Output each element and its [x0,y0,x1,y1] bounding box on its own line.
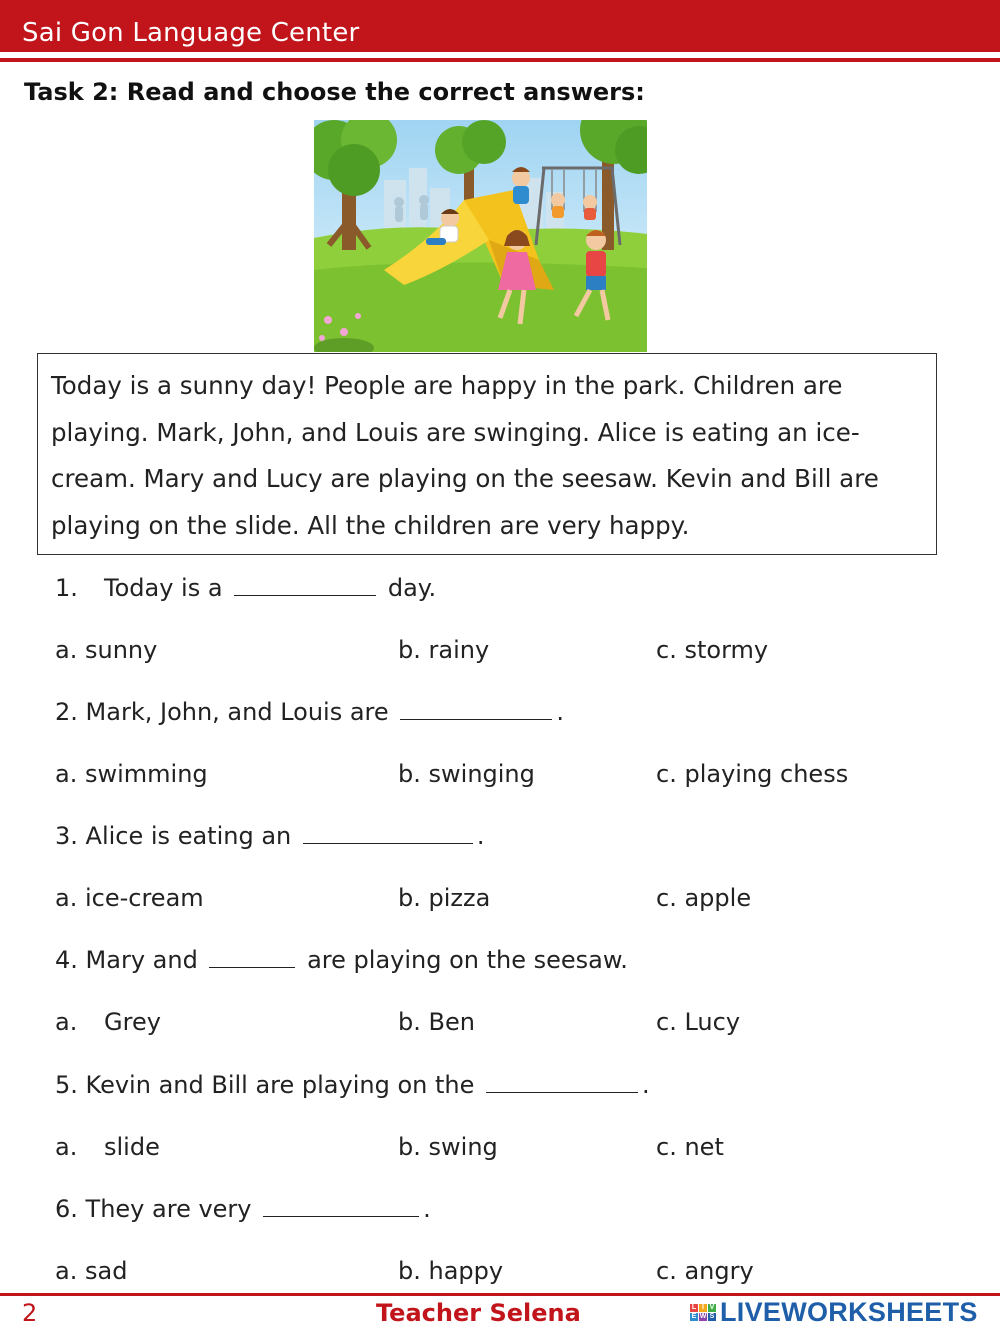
reading-passage-box [37,353,937,555]
option-letter: b. [398,636,421,664]
option-text: sunny [84,636,158,664]
answer-blank[interactable] [400,698,552,720]
option-text: Lucy [684,1008,741,1036]
question-6 [55,1195,431,1223]
option-c[interactable] [656,1257,754,1285]
answer-blank[interactable] [234,574,376,596]
teacher-name: Teacher Selena [376,1299,581,1327]
question-text: Alice is eating an [85,822,292,850]
task-title: Task 2: Read and choose the correct answers: [24,78,645,106]
question-3 [55,822,485,850]
question-number: 2. [55,698,78,726]
passage-line: Today is a sunny day! People are happy in the park. Children are [51,371,843,400]
option-letter: c. [656,1257,677,1285]
option-text: pizza [428,884,491,912]
option-b[interactable] [398,760,535,788]
option-a[interactable] [55,1008,161,1036]
answer-blank[interactable] [486,1071,638,1093]
header-bar [0,0,1000,52]
option-letter: c. [656,636,677,664]
option-text: apple [684,884,752,912]
option-letter: b. [398,884,421,912]
liveworksheets-logo-icon: L I V E W S [691,1303,715,1320]
answer-blank[interactable] [263,1195,419,1217]
option-b[interactable] [398,1008,475,1036]
option-b[interactable] [398,636,489,664]
option-text: sad [84,1257,128,1285]
question-text: Today is a [104,574,223,602]
passage-line: cream. Mary and Lucy are playing on the seesaw. Kevin and Bill are [51,464,879,493]
question-text: Mark, John, and Louis are [85,698,389,726]
option-letter: a. [55,636,78,664]
option-letter: a. [55,1257,78,1285]
question-text: . [476,822,485,850]
option-a[interactable] [55,636,157,664]
question-1 [55,574,436,602]
question-number: 4. [55,946,78,974]
option-letter: a. [55,1133,78,1161]
option-c[interactable] [656,760,848,788]
question-5 [55,1071,650,1099]
answer-blank[interactable] [303,822,473,844]
option-a[interactable] [55,760,208,788]
question-number: 1. [55,574,78,602]
option-letter: a. [55,1008,78,1036]
option-text: rainy [428,636,490,664]
option-text: angry [684,1257,754,1285]
question-number: 3. [55,822,78,850]
option-b[interactable] [398,884,490,912]
question-text: are playing on the seesaw. [307,946,628,974]
question-2 [55,698,564,726]
option-letter: a. [55,760,78,788]
question-4 [55,946,628,974]
option-letter: c. [656,1133,677,1161]
question-number: 5. [55,1071,78,1099]
option-c[interactable] [656,884,751,912]
option-text: slide [104,1133,160,1161]
option-text: net [684,1133,724,1161]
option-a[interactable] [55,1133,160,1161]
option-letter: b. [398,1133,421,1161]
question-text: They are very [85,1195,252,1223]
option-letter: c. [656,884,677,912]
question-text: Mary and [85,946,198,974]
liveworksheets-logo[interactable] [690,1296,978,1328]
option-text: stormy [684,636,769,664]
option-c[interactable] [656,1133,724,1161]
page-number: 2 [22,1299,38,1327]
option-letter: c. [656,1008,677,1036]
option-a[interactable] [55,1257,127,1285]
option-text: happy [428,1257,504,1285]
option-a[interactable] [55,884,204,912]
question-number: 6. [55,1195,78,1223]
option-text: swimming [84,760,208,788]
option-text: Grey [104,1008,161,1036]
option-text: swing [428,1133,498,1161]
question-text: . [642,1071,650,1099]
option-letter: c. [656,760,677,788]
passage-line: playing. Mark, John, and Louis are swinging. Alice is eating an ice- [51,417,860,447]
question-text: . [423,1195,431,1223]
option-text: ice-cream [84,884,204,912]
question-text: day. [387,574,437,602]
option-c[interactable] [656,636,768,664]
passage-line: playing on the slide. All the children are very happy. [51,510,690,540]
option-text: Ben [428,1008,475,1036]
question-text: . [556,698,564,726]
option-b[interactable] [398,1133,498,1161]
option-text: playing chess [684,760,849,788]
option-letter: b. [398,760,421,788]
answer-blank[interactable] [209,946,295,968]
header-title: Sai Gon Language Center [22,18,360,48]
option-letter: b. [398,1257,421,1285]
header-divider [0,58,1000,62]
option-b[interactable] [398,1257,503,1285]
option-letter: b. [398,1008,421,1036]
option-text: swinging [428,760,535,788]
option-letter: a. [55,884,78,912]
reading-passage [51,363,921,549]
option-c[interactable] [656,1008,740,1036]
park-illustration [314,120,647,352]
question-text: Kevin and Bill are playing on the [85,1071,475,1099]
brand-name: LIVEWORKSHEETS [720,1296,978,1327]
